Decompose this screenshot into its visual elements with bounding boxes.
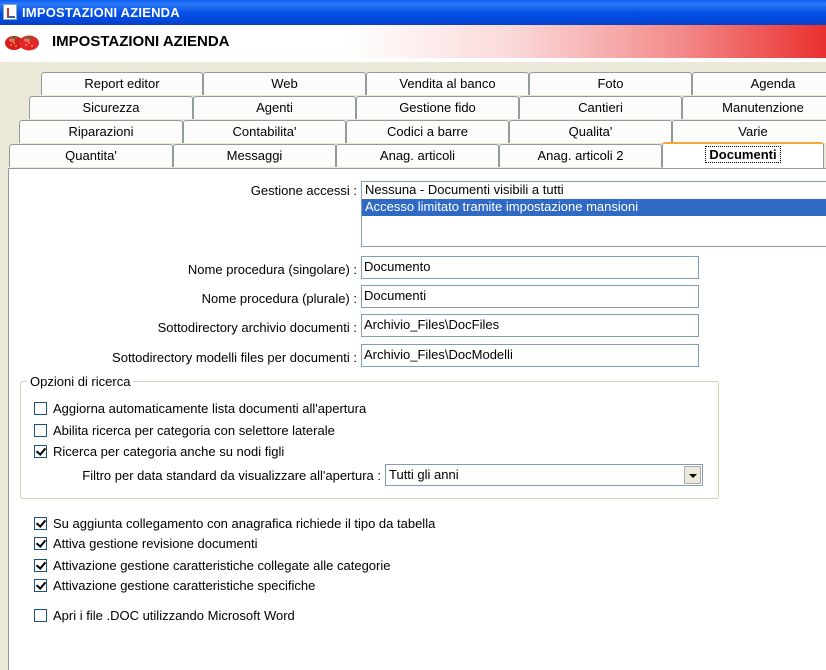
link-type-checkbox[interactable] [34, 515, 435, 532]
tab-codici-a-barre[interactable]: Codici a barre [346, 120, 509, 143]
tab-qualita[interactable]: Qualita' [509, 120, 672, 143]
tab-quantita[interactable]: Quantita' [9, 144, 173, 167]
tab-varie[interactable]: Varie [672, 120, 826, 143]
name-singular-label: Nome procedura (singolare) : [187, 262, 357, 277]
tab-agenti[interactable]: Agenti [193, 96, 356, 119]
tab-agenda[interactable]: Agenda [692, 72, 826, 95]
revision-label: Attiva gestione revisione documenti [53, 536, 258, 551]
name-plural-label: Nome procedura (plurale) : [201, 291, 357, 306]
name-singular-input[interactable]: Documento [361, 256, 699, 279]
access-label: Gestione accessi : [250, 183, 357, 198]
category-search-check-icon[interactable] [34, 424, 47, 437]
auto-update-label: Aggiorna automaticamente lista documenti all'apertura [53, 401, 367, 416]
category-features-label: Attivazione gestione caratteristiche collegate alle categorie [53, 558, 391, 573]
child-nodes-check-icon[interactable] [34, 445, 47, 458]
revision-checkbox[interactable] [34, 535, 258, 552]
title-bar [0, 0, 826, 25]
category-features-checkbox[interactable] [34, 557, 390, 574]
tab-manutenzione[interactable]: Manutenzione [682, 96, 826, 119]
tab-cantieri[interactable]: Cantieri [519, 96, 682, 119]
tab-documenti[interactable] [662, 142, 824, 168]
link-type-label: Su aggiunta collegamento con anagrafica richiede il tipo da tabella [53, 516, 436, 531]
link-type-check-icon[interactable] [34, 517, 47, 530]
tab-vendita-al-banco[interactable]: Vendita al banco [366, 72, 529, 95]
access-listbox[interactable] [361, 181, 826, 247]
date-filter-label: Filtro per data standard da visualizzare all'apertura : [82, 468, 381, 483]
date-filter-select[interactable] [385, 464, 703, 486]
search-options-legend: Opzioni di ricerca [27, 374, 133, 389]
tab-anag-articoli-2[interactable]: Anag. articoli 2 [499, 144, 662, 167]
tab-riparazioni[interactable]: Riparazioni [19, 120, 183, 143]
date-filter-value: Tutti gli anni [389, 467, 459, 482]
tab-report-editor[interactable]: Report editor [41, 72, 203, 95]
access-option-none[interactable]: Nessuna - Documenti visibili a tutti [365, 182, 564, 197]
specific-features-check-icon[interactable] [34, 579, 47, 592]
tab-documenti-label: Documenti [705, 146, 780, 163]
child-nodes-label: Ricerca per categoria anche su nodi figli [53, 444, 285, 459]
category-features-check-icon[interactable] [34, 559, 47, 572]
tab-sicurezza[interactable]: Sicurezza [29, 96, 193, 119]
open-word-label: Apri i file .DOC utilizzando Microsoft Word [53, 608, 295, 623]
header-title: IMPOSTAZIONI AZIENDA [52, 33, 230, 50]
tab-anag-articoli[interactable]: Anag. articoli [336, 144, 499, 167]
strawberries-icon [3, 30, 41, 52]
header-banner [0, 25, 826, 58]
window-title: IMPOSTAZIONI AZIENDA [22, 5, 180, 20]
models-dir-input[interactable]: Archivio_Files\DocModelli [361, 344, 699, 367]
dropdown-arrow-icon[interactable] [684, 466, 701, 484]
name-plural-input[interactable]: Documenti [361, 285, 699, 308]
specific-features-label: Attivazione gestione caratteristiche specifiche [53, 578, 316, 593]
category-search-label: Abilita ricerca per categoria con selettore laterale [53, 423, 335, 438]
child-nodes-checkbox[interactable] [34, 443, 284, 460]
tab-messaggi[interactable]: Messaggi [173, 144, 336, 167]
auto-update-check-icon[interactable] [34, 402, 47, 415]
open-word-checkbox[interactable] [34, 607, 295, 624]
tab-web[interactable]: Web [203, 72, 366, 95]
docs-dir-label: Sottodirectory archivio documenti : [157, 320, 357, 335]
docs-dir-input[interactable]: Archivio_Files\DocFiles [361, 314, 699, 337]
open-word-check-icon[interactable] [34, 609, 47, 622]
models-dir-label: Sottodirectory modelli files per documenti : [112, 350, 357, 365]
auto-update-checkbox[interactable] [34, 400, 366, 417]
category-search-checkbox[interactable] [34, 422, 335, 439]
app-icon[interactable] [3, 4, 17, 20]
tab-foto[interactable]: Foto [529, 72, 692, 95]
tab-contabilita[interactable]: Contabilita' [183, 120, 346, 143]
access-option-limited[interactable]: Accesso limitato tramite impostazione mansioni [362, 199, 826, 216]
header-divider [0, 58, 826, 62]
tab-gestione-fido[interactable]: Gestione fido [356, 96, 519, 119]
revision-check-icon[interactable] [34, 537, 47, 550]
specific-features-checkbox[interactable] [34, 577, 315, 594]
